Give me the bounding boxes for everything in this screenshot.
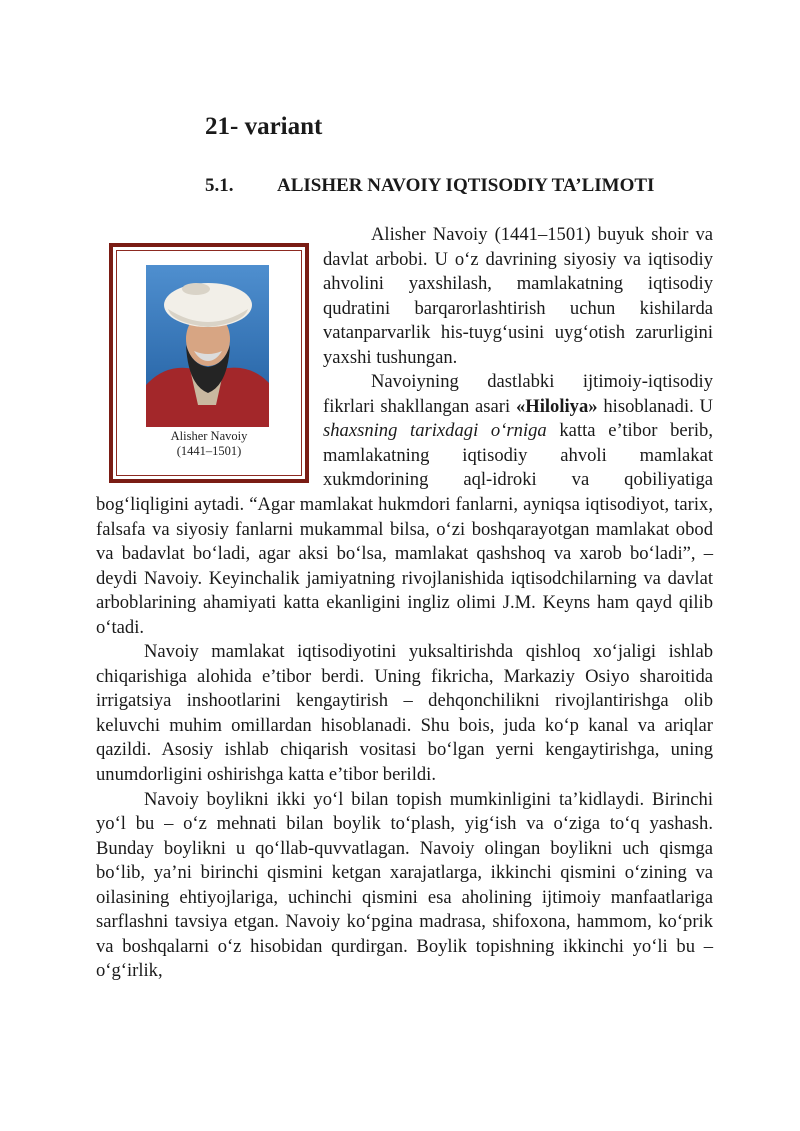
portrait-image: [146, 265, 269, 427]
section-number: 5.1.: [205, 175, 234, 196]
portrait-figure: [109, 243, 309, 483]
paragraph-4: Navoiy boylikni ikki yo‘l bilan topish mumkinligini ta’kidlaydi. Birinchi yo‘l bu – o‘z mehnati bilan boylik to‘plash, yig‘ish va o‘ziga to‘q yashash. Bunday boylikni u qo‘llab-quvvatlagan. Navoiy olingan boylikni uch qismga bo‘lib, ya’ni birinchi qismini ketgan xarajatlarga, ikkinchi qismini o‘zining va oilasining ehtiyojlariga, uchinchi qismini esa aholining ijtimoiy manfaatlariga sarflashni tavsiya etgan. Navoiy ko‘pgina madrasa, shifoxona, hammom, ko‘prik va boshqalarni o‘z hisobidan qurdirgan. Boylik topishning ikkinchi yo‘li bu – o‘g‘irlik,: [96, 788, 713, 982]
section-title: ALISHER NAVOIY IQTISODIY TA’LIMOTI: [277, 175, 655, 196]
paragraph-2: Navoiyning dastlabki ijtimoiy-iqtisodiy fikrlari shakllangan asari «Hiloliya» hisoblanadi. U shaxsning tarixdagi o‘rniga katta e’tibor berib, mamlakatning iqtisodiy ahvoli mamlakat xukmdorining aql-idroki va qobiliyatiga bog‘liqligini aytadi. “Agar mamlakat hukmdori fanlarni, ayniqsa iqtisodiyot, tarix, falsafa va siyosiy fanlarni mukammal bilsa, o‘zi boshqarayotgan mamlakat obod va badavlat bo‘ladi, agar aksi bo‘lsa, mamlakat qashshoq va xarob bo‘ladi”, – deydi Navoiy. Keyinchalik jamiyatning rivojlanishida iqtisodchilarning va davlat arboblarining ahamiyati katta ekanligini ingliz olimi J.M. Keyns ham qayd qilib o‘tadi.: [96, 371, 713, 638]
variant-title: 21- variant: [205, 113, 323, 140]
section-heading: [205, 175, 715, 197]
italic-phrase: shaxsning tarixdagi o‘rniga: [323, 420, 547, 442]
caption-name: Alisher Navoiy: [170, 429, 248, 443]
portrait-caption: [117, 429, 301, 459]
hiloliya-title: «Hiloliya»: [515, 395, 598, 417]
paragraph-1: Alisher Navoiy (1441–1501) buyuk shoir va davlat arbobi. U o‘z davrining siyosiy va iqtisodiy ahvolini yaxshilash, mamlakatning iqtisodiy qudratini barqarorlashtirish uchun kishilarda vatanparvarlik his-tuyg‘usini uyg‘otish zarurligini yaxshi tushungan.: [323, 224, 713, 368]
body-text: [96, 223, 713, 984]
paragraph-3: Navoiy mamlakat iqtisodiyotini yuksaltirishda qishloq xo‘jaligi ishlab chiqarishiga alohida e’tibor berdi. Uning fikricha, Markaziy Osiyo sharoitida irrigatsiya inshootlarini kengaytirish – dehqonchilikni rivojlantirishga olib keluvchi muhim omillardan hisoblanadi. Shu bois, juda ko‘p kanal va ariqlar qazildi. Asosiy ishlab chiqarish vositasi bo‘lgan yerni kengaytirishga, uning unumdorligini oshirishga katta e’tibor berildi.: [96, 641, 713, 786]
portrait-frame: [116, 250, 302, 476]
caption-years: (1441–1501): [176, 444, 242, 458]
